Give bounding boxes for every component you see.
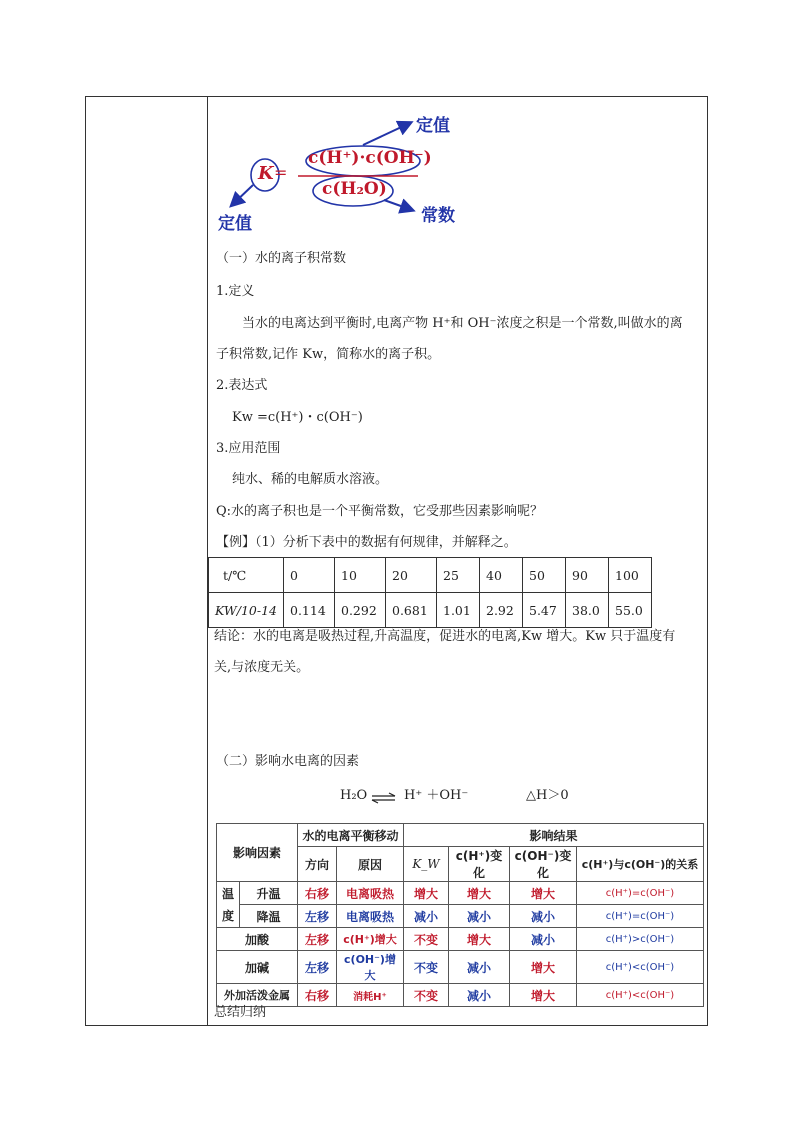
row-coh: 增大	[510, 882, 577, 905]
row-direction: 左移	[298, 951, 337, 984]
content-cell	[208, 97, 707, 1025]
conclusion-line2: 关,与浓度无关。	[214, 660, 310, 675]
row-factor: 加酸	[217, 928, 298, 951]
table-row	[217, 824, 704, 847]
factor-table	[216, 823, 704, 1007]
item-definition: 1.定义	[216, 284, 255, 299]
row-reason: c(OH⁻)增大	[337, 951, 404, 984]
row-coh: 减小	[510, 928, 577, 951]
row-direction: 左移	[298, 928, 337, 951]
definition-line2: 子积常数,记作 Kw，简称水的离子积。	[216, 347, 441, 362]
temperature-label	[217, 882, 240, 928]
row-reason: 消耗H⁺	[337, 984, 404, 1007]
header-factor: 影响因素	[217, 824, 298, 882]
table-cell: 20	[386, 558, 437, 593]
row-relation: c(H⁺)<c(OH⁻)	[577, 984, 704, 1007]
header-ch: c(H⁺)变化	[449, 847, 510, 882]
table-row	[209, 558, 652, 593]
table-row	[217, 882, 704, 905]
table-row	[217, 951, 704, 984]
header-reason: 原因	[337, 847, 404, 882]
item-scope: 3.应用范围	[216, 441, 281, 456]
row-ch: 减小	[449, 984, 510, 1007]
label-bottom: 常数	[421, 206, 455, 226]
row-factor: 升温	[240, 882, 298, 905]
k-symbol: K	[258, 163, 274, 184]
label-top: 定值	[416, 116, 450, 136]
row-ch: 增大	[449, 882, 510, 905]
row-direction: 左移	[298, 905, 337, 928]
summary: 总结归纳	[214, 1005, 267, 1020]
table-cell: 0.114	[284, 593, 335, 628]
table-row	[217, 905, 704, 928]
temperature-label-b: 度	[221, 908, 234, 923]
table-cell: 10	[335, 558, 386, 593]
table-cell: 5.47	[523, 593, 566, 628]
table-cell: 0	[284, 558, 335, 593]
table-cell: 2.92	[480, 593, 523, 628]
table-cell: 40	[480, 558, 523, 593]
row-kw: 不变	[404, 984, 449, 1007]
header-direction: 方向	[298, 847, 337, 882]
example: 【例】（1）分析下表中的数据有何规律，并解释之。	[216, 535, 517, 550]
kw-temperature-table	[208, 557, 652, 628]
table-cell: 0.681	[386, 593, 437, 628]
table-cell: 1.01	[437, 593, 480, 628]
row-factor: 加碱	[217, 951, 298, 984]
equals-sign: =	[274, 163, 288, 182]
arrow-to-bottom	[384, 200, 412, 210]
scope-text: 纯水、稀的电解质水溶液。	[232, 472, 389, 487]
table-cell: 38.0	[566, 593, 609, 628]
row-relation: c(H⁺)=c(OH⁻)	[577, 905, 704, 928]
table-cell: 55.0	[609, 593, 652, 628]
table-cell: 25	[437, 558, 480, 593]
row-relation: c(H⁺)>c(OH⁻)	[577, 928, 704, 951]
row-relation: c(H⁺)<c(OH⁻)	[577, 951, 704, 984]
conclusion-line1: 结论：水的电离是吸热过程,升高温度，促进水的电离,Kw 增大。Kw 只于温度有	[214, 629, 676, 644]
row-reason: 电离吸热	[337, 882, 404, 905]
denominator-text: c(H₂O)	[322, 179, 387, 199]
equation-left: H₂O	[340, 788, 368, 803]
table-cell: 100	[609, 558, 652, 593]
row-direction: 右移	[298, 882, 337, 905]
numerator-text: c(H⁺)·c(OH⁻)	[308, 148, 432, 168]
header-shift: 水的电离平衡移动	[298, 824, 404, 847]
expression: Kw =c(H⁺)・c(OH⁻)	[232, 410, 363, 425]
row-coh: 增大	[510, 951, 577, 984]
section1-title: （一）水的离子积常数	[216, 251, 347, 266]
row-coh: 减小	[510, 905, 577, 928]
arrow-to-top	[363, 123, 410, 145]
k-expression-diagram	[208, 97, 708, 237]
header-result: 影响结果	[404, 824, 704, 847]
question: Q:水的离子积也是一个平衡常数，它受那些因素影响呢？	[216, 504, 544, 519]
table-cell: 0.292	[335, 593, 386, 628]
item-expression: 2.表达式	[216, 378, 268, 393]
table-cell: 50	[523, 558, 566, 593]
arrow-to-left	[232, 185, 253, 205]
table-cell: KW/10-14	[209, 593, 284, 628]
row-reason: c(H⁺)增大	[337, 928, 404, 951]
row-kw: 增大	[404, 882, 449, 905]
outer-table	[85, 96, 708, 1026]
header-kw: K_W	[404, 847, 449, 882]
row-factor: 外加活泼金属	[217, 984, 298, 1007]
row-relation: c(H⁺)=c(OH⁻)	[577, 882, 704, 905]
table-row	[217, 928, 704, 951]
row-ch: 增大	[449, 928, 510, 951]
definition-line1: 当水的电离达到平衡时,电离产物 H⁺和 OH⁻浓度之积是一个常数,叫做水的离	[242, 316, 683, 331]
row-ch: 减小	[449, 905, 510, 928]
section2-title: （二）影响水电离的因素	[216, 754, 360, 769]
row-direction: 右移	[298, 984, 337, 1007]
equilibrium-arrow-icon	[371, 789, 397, 801]
row-kw: 减小	[404, 905, 449, 928]
label-left: 定值	[218, 214, 252, 234]
row-ch: 减小	[449, 951, 510, 984]
table-cell: 90	[566, 558, 609, 593]
row-kw: 不变	[404, 951, 449, 984]
equation-dh: △H＞0	[526, 788, 569, 803]
header-relation: c(H⁺)与c(OH⁻)的关系	[577, 847, 704, 882]
table-row	[209, 593, 652, 628]
table-cell: t/℃	[209, 558, 284, 593]
equation-right: H⁺ ＋OH⁻	[404, 788, 469, 803]
row-reason: 电离吸热	[337, 905, 404, 928]
row-factor: 降温	[240, 905, 298, 928]
table-row	[217, 984, 704, 1007]
row-kw: 不变	[404, 928, 449, 951]
temperature-label-a: 温	[221, 886, 234, 901]
header-coh: c(OH⁻)变化	[510, 847, 577, 882]
row-coh: 增大	[510, 984, 577, 1007]
